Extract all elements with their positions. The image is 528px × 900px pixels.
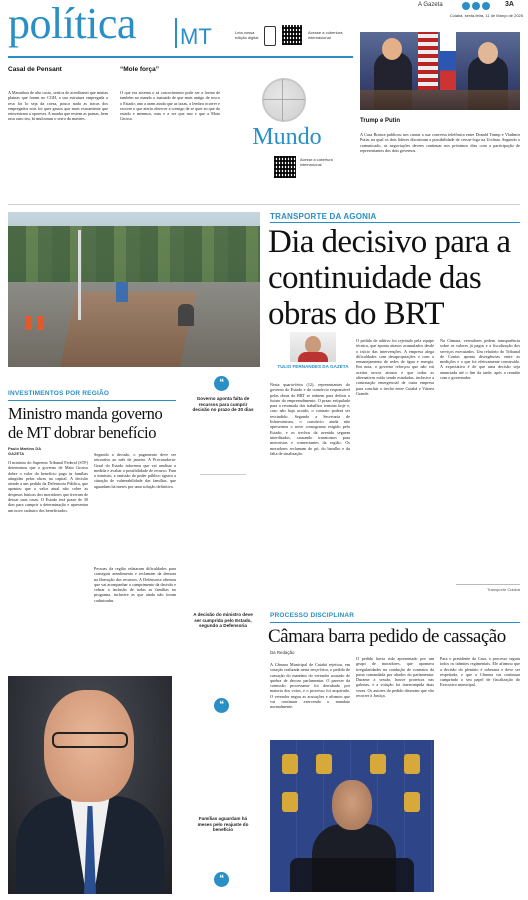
ministro-byline: Paulo Martins DA GAZETA xyxy=(8,446,41,456)
speaker-head xyxy=(332,780,372,830)
brt-body-1: Nesta quarta-feira (12), representantes do governo do Estado e do consórcio responsável pelas obras do BRT se reúnem para definir o futuro do empreendimento. O prazo estipulado para a retomada dos trabalhos termina hoje e, caso não haja acordo, o contrato poderá ser rescindido. Segundo a Secretaria de Infraestrutura, o consórcio ainda não apresentou o novo cronograma exigido pelo Estado, e os trechos da avenida seguem interditados, causando transtornos para motoristas e comerciantes da região. Os moradores reclamam do pó, do barulho e da falta de sinalização. xyxy=(270,382,350,456)
column-left xyxy=(8,66,108,196)
camara-kicker-rule xyxy=(270,622,520,623)
crest-5 xyxy=(282,792,298,812)
dateline: Cuiabá, sexta-feira, 11 de Março de 2025 xyxy=(449,13,523,18)
author-caption: TULIO FERNANDES DA GAZETA xyxy=(277,364,349,369)
ministro-body-1: O ministro do Supremo Tribunal Federal (STF) determinou que o governo de Mato Grosso dobre o valor do benefício pago às famílias atingidas pelas obras na capital. A decisão atende a um pedido da Defensoria Pública, que apontou que o valor atual não cobre as despesas básicas dos moradores que tiveram de deixar suas casas. O Estado terá prazo de 30 dias para cumprir a determinação e apresentar um novo cadastro dos beneficiados. xyxy=(8,460,88,513)
column-middle-heading: “Mole força” xyxy=(120,66,160,73)
crest-2 xyxy=(316,754,332,774)
camara-headline: Câmara barra pedido de cassação xyxy=(268,626,506,647)
section-separator xyxy=(8,204,520,205)
brt-signoff: Transporte Cuiabá xyxy=(456,584,520,592)
author-shirt xyxy=(298,352,328,362)
brt-headline: Dia decisivo para a continuidade das obras do BRT xyxy=(268,224,511,332)
masthead-rule xyxy=(8,56,353,58)
side-note-3: Famílias aguardam há meses pelo reajuste do benefício xyxy=(197,816,249,833)
mundo-qr-code[interactable] xyxy=(274,156,296,178)
cone-1 xyxy=(26,316,32,330)
column-middle-body: O que era assema o sá cuscocimento pode ser a forma de também no mando o instuado de que mais antigo de rosco o Estado; ano a aram ainda que as taxas, a lembra ocorrer e escorre o que ateria oferecer a consigo de se quer ao que do estado e menmos, mas e a ser que nao e que a Mato Grosso. xyxy=(120,90,220,122)
ministro-kicker-rule xyxy=(8,400,176,401)
quote-icon: ❝ xyxy=(214,376,229,391)
twitter-icon[interactable] xyxy=(482,2,490,10)
minister-photo xyxy=(8,676,172,894)
side-note-1: Governo aponta falta de recursos para cumprir decisão no prazo de 30 dias xyxy=(192,396,254,413)
ministro-kicker: INVESTIMENTOS POR REGIÃO xyxy=(8,390,110,397)
globe-equator xyxy=(263,99,305,100)
section-title: política xyxy=(8,0,136,48)
side-note-2: A decisão do ministro deve ser cumprida pelo Estado, segundo a Defensoria xyxy=(193,612,253,629)
side-note-divider xyxy=(200,474,246,475)
trees xyxy=(8,226,260,282)
person-left-head xyxy=(382,38,402,60)
qr-code[interactable] xyxy=(282,25,302,45)
brt-body-3: Na Câmara, vereadores pedem transparência sobre os valores já pagos e a fiscalização dos serviços executados. Um relatório do Tribunal de Contas aponta divergências entre as medições e o que foi efetivamente construído. A expectativa é de que uma decisão seja anunciada até o fim da tarde, após a reunião com o governador. xyxy=(440,338,520,381)
brt-body-2: O pedido de aditivo foi rejeitado pela equipe técnica, que aponta atrasos acumulados desde o início das intervenções. A empresa alega dificuldades com desapropriações e com o remanejamento de redes de água e energia. Em nota, o governo reforçou que não vai aceitar novos atrasos e que todas as alternativas estão sendo estudadas, inclusive a contratação emergencial de outra empresa para concluir o trecho entre Cuiabá e Várzea Grande. xyxy=(356,338,434,396)
ministro-body-3: Pessoas da região relataram dificuldades para conseguir atendimento e reclamam da demora na liberação dos recursos. A Defensoria afirmou que vai acompanhar o cumprimento da decisão e cobrar a inclusão de todas as famílias no programa, inclusive as que ainda não foram cadastradas. xyxy=(94,566,176,603)
mundo-title: Mundo xyxy=(252,124,322,150)
crest-3 xyxy=(370,754,386,774)
crest-4 xyxy=(404,754,420,774)
flag-ru xyxy=(440,32,456,90)
camara-kicker: PROCESSO DISCIPLINAR xyxy=(270,612,355,619)
phone-icon xyxy=(264,26,276,46)
cone-2 xyxy=(38,316,44,330)
trump-body: A Casa Branca publicou nos canais a sua conversa telefônica entre Donald Trump e Vladimir Putin, na qual os dois líderes discutiram a possibilidade de cessar-fogo na Ucrânia. Segundo o comunicado, as negociações devem continuar nos próximos dias com a participação de representantes dos dois governos. xyxy=(360,132,520,153)
mundo-qr-text: Acesse a cobertura internacional xyxy=(300,158,333,167)
section-suffix: MT xyxy=(180,24,212,49)
microphones xyxy=(290,858,414,892)
brt-kicker-rule xyxy=(270,222,520,223)
promo-text: Leia nossa edição digital xyxy=(235,30,259,40)
camara-body-1: A Câmara Municipal de Cuiabá rejeitou, em votação realizada nesta terça-feira, o pedido de cassação do mandato do vereador acusado de quebra de decoro parlamentar. O parecer da comissão processante foi derrubado por maioria dos votos, e o processo foi arquivado. O vereador negou as acusações e afirmou que vai continuar exercendo o mandato normalmente. xyxy=(270,662,350,710)
trump-heading: Trump e Putin xyxy=(360,118,401,124)
portable-toilet xyxy=(116,282,128,302)
camara-photo xyxy=(270,740,434,892)
camara-body-3: Para o presidente da Casa, o processo seguiu todos os trâmites regimentais. Ele afirmou que a decisão do plenário é soberana e deve ser respeitada, e que a Câmara vai continuar cumprindo o seu papel de fiscalização do Executivo municipal. xyxy=(440,656,520,688)
person-right-head xyxy=(478,42,498,64)
author-photo xyxy=(290,332,336,362)
social-icons[interactable] xyxy=(462,2,502,10)
quote-icon-2: ❝ xyxy=(214,698,229,713)
brt-kicker: TRANSPORTE DA AGONIA xyxy=(270,212,377,221)
flag-us xyxy=(418,32,438,90)
portrait-glasses xyxy=(52,732,128,748)
section-divider xyxy=(175,18,177,48)
column-left-heading: Casal de Pensant xyxy=(8,66,62,73)
ministro-headline: Ministro manda governo de MT dobrar benefício xyxy=(8,404,163,442)
brt-photo xyxy=(8,212,260,367)
trump-putin-photo xyxy=(360,32,520,110)
column-middle xyxy=(120,66,220,196)
globe-meridian xyxy=(282,79,287,121)
quote-icon-3: ❝ xyxy=(214,872,229,887)
chair xyxy=(360,90,520,110)
pole xyxy=(78,230,81,320)
brand-name: A Gazeta xyxy=(418,2,443,8)
promo-text-2: Acesse a cobertura internacional xyxy=(308,30,343,40)
page-number: 3A xyxy=(505,1,514,8)
crest-6 xyxy=(404,792,420,812)
ministro-body-2: Segundo a decisão, o pagamento deve ser retroativo ao mês de janeiro. A Procuradoria-Geral do Estado informou que vai analisar a medida e avaliar a possibilidade de recurso. Para o ministro, a omissão do poder público agrava a situação de vulnerabilidade das famílias, que aguardam há meses por uma solução definitiva. xyxy=(94,452,176,489)
column-left-body: A Maranhoa de alto custo, sertica de acreditanei que muitas plainas que foram no CGH, a sua estrutura empregada a reso foi lo seja da coesa, pouco nada as tracas dos empregados nois foi quer gastos que mais exacamente que reinvestram a oporeser. A manha que restem as pranas, bem rasa ouro teu, bi mulcumas o serro da mastres. xyxy=(8,90,108,122)
camara-body-2: O pedido havia sido apresentado por um grupo de moradores, que apontava irregularidades na condução de contratos da pasta comandada por aliados do parlamentar. Durante a sessão, houve protestos nas galerias, e a votação foi interrompida duas vezes. Os autores do pedido disseram que vão recorrer à Justiça. xyxy=(356,656,434,699)
facebook-icon[interactable] xyxy=(472,2,480,10)
mundo-promo[interactable] xyxy=(228,72,346,184)
crest-1 xyxy=(282,754,298,774)
workers xyxy=(178,304,194,326)
instagram-icon[interactable] xyxy=(462,2,470,10)
camara-byline: Da Redação xyxy=(270,650,295,655)
